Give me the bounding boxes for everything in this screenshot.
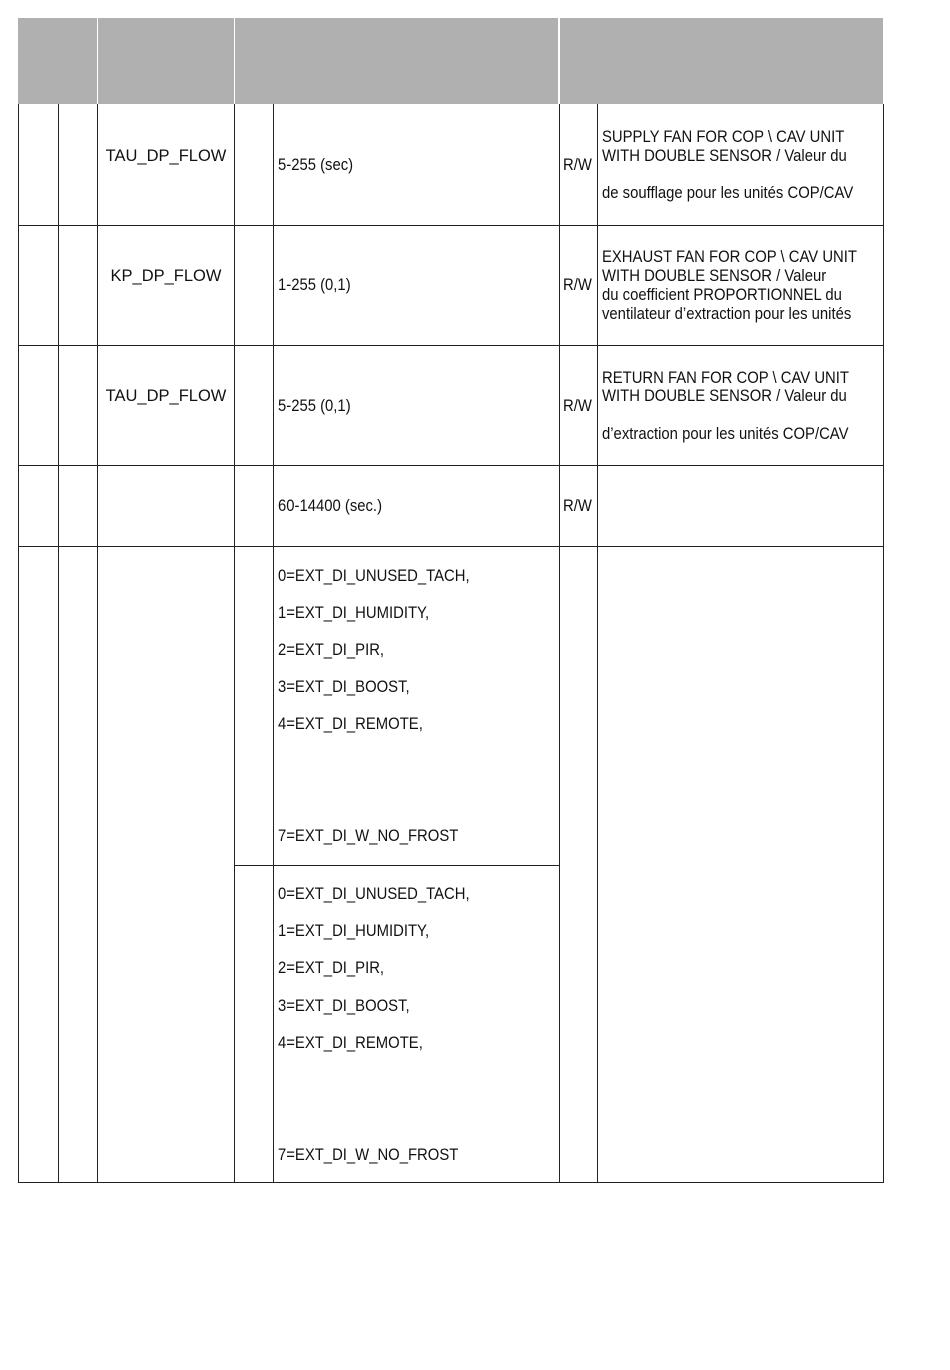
grid-line <box>18 465 884 466</box>
grid-line <box>234 865 560 866</box>
description-line: du coefficient PROPORTIONNEL du <box>602 286 842 304</box>
grid-line <box>559 104 560 1183</box>
list-item: 4=EXT_DI_REMOTE, <box>278 1034 423 1052</box>
description-line: RETURN FAN FOR COP \ CAV UNIT <box>602 369 849 387</box>
list-item: 0=EXT_DI_UNUSED_TACH, <box>278 885 470 903</box>
description-line: WITH DOUBLE SENSOR / Valeur <box>602 267 827 285</box>
header-separator <box>97 18 98 104</box>
grid-line <box>18 1182 884 1183</box>
description-line: de soufflage pour les unités COP/CAV <box>602 184 854 202</box>
grid-line <box>58 104 59 1183</box>
grid-line <box>597 104 598 1183</box>
parameter-name: KP_DP_FLOW <box>110 267 222 285</box>
list-item: 7=EXT_DI_W_NO_FROST <box>278 1146 459 1164</box>
grid-line <box>18 546 884 547</box>
description-line: WITH DOUBLE SENSOR / Valeur du <box>602 147 847 165</box>
grid-line <box>18 225 884 226</box>
value-range: 5-255 (0,1) <box>278 397 351 415</box>
description-line: EXHAUST FAN FOR COP \ CAV UNIT <box>602 248 857 266</box>
table-header-cell-4 <box>560 18 883 104</box>
grid-line <box>883 104 884 1183</box>
list-item: 0=EXT_DI_UNUSED_TACH, <box>278 567 470 585</box>
access-mode: R/W <box>563 156 592 174</box>
table-header-cell-1 <box>18 18 97 104</box>
grid-line <box>234 104 235 1183</box>
list-item: 7=EXT_DI_W_NO_FROST <box>278 827 459 845</box>
description-line: WITH DOUBLE SENSOR / Valeur du <box>602 387 847 405</box>
grid-line <box>18 104 19 1183</box>
access-mode: R/W <box>563 276 592 294</box>
description-line: ventilateur d’extraction pour les unités <box>602 305 852 323</box>
list-item: 2=EXT_DI_PIR, <box>278 641 385 659</box>
grid-line <box>273 104 274 1183</box>
list-item: 2=EXT_DI_PIR, <box>278 959 385 977</box>
list-item: 4=EXT_DI_REMOTE, <box>278 715 423 733</box>
list-item: 3=EXT_DI_BOOST, <box>278 678 410 696</box>
list-item: 1=EXT_DI_HUMIDITY, <box>278 922 430 940</box>
access-mode: R/W <box>563 497 592 515</box>
grid-line <box>18 345 884 346</box>
value-range: 1-255 (0,1) <box>278 276 351 294</box>
access-mode: R/W <box>563 397 592 415</box>
table-header-cell-3 <box>235 18 558 104</box>
value-range: 5-255 (sec) <box>278 156 354 174</box>
description-line: SUPPLY FAN FOR COP \ CAV UNIT <box>602 128 845 146</box>
header-separator <box>559 18 560 104</box>
description-line: d’extraction pour les unités COP/CAV <box>602 425 849 443</box>
parameter-name: TAU_DP_FLOW <box>105 387 227 405</box>
value-range: 60-14400 (sec.) <box>278 497 383 515</box>
list-item: 3=EXT_DI_BOOST, <box>278 997 410 1015</box>
header-separator <box>234 18 235 104</box>
parameter-name: TAU_DP_FLOW <box>105 147 227 165</box>
list-item: 1=EXT_DI_HUMIDITY, <box>278 604 430 622</box>
table-header-cell-2 <box>98 18 234 104</box>
